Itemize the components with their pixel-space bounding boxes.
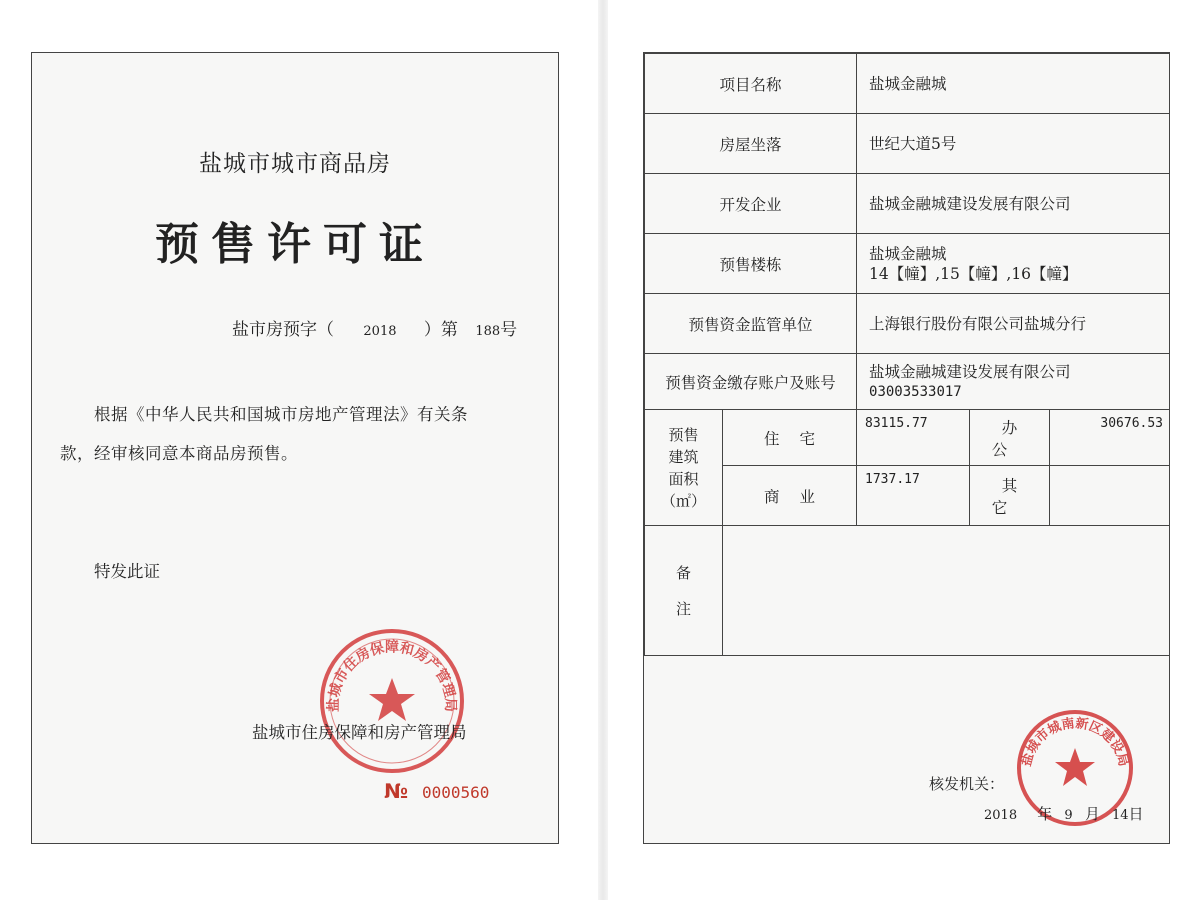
approval-authority-label: 核发机关： xyxy=(929,775,1005,793)
year-word: 年 xyxy=(1037,805,1053,823)
table-row xyxy=(645,174,1170,234)
svg-text:盐城市住房保障和房产管理局: 盐城市住房保障和房产管理局 xyxy=(325,639,459,713)
table-row xyxy=(645,526,1170,656)
table-row xyxy=(645,294,1170,354)
buildings-label: 预售楼栋 xyxy=(645,234,857,294)
project-name-label: 项目名称 xyxy=(645,54,857,114)
account-number: 03003533017 xyxy=(869,383,962,400)
certificate-detail-page xyxy=(643,52,1170,844)
serial-number: 0000560 xyxy=(422,783,490,802)
residential-value: 83115.77 xyxy=(857,410,970,466)
svg-text:盐城市城南新区建设局: 盐城市城南新区建设局 xyxy=(1019,716,1131,769)
issuing-authority: 盐城市住房保障和房产管理局 xyxy=(252,723,467,742)
account-holder: 盐城金融城建设发展有限公司 xyxy=(869,362,1071,381)
certificate-body-line-1: 根据《中华人民共和国城市房地产管理法》有关条 xyxy=(94,405,468,424)
remarks-value xyxy=(723,526,1170,656)
residential-label: 住宅 xyxy=(723,410,857,466)
supervisor-label: 预售资金监管单位 xyxy=(645,294,857,354)
developer-value: 盐城金融城建设发展有限公司 xyxy=(857,174,1170,234)
remarks-label: 备 注 xyxy=(645,526,723,656)
buildings-value-line-1: 盐城金融城 xyxy=(869,244,947,263)
account-value xyxy=(857,354,1170,410)
housing-bureau-seal xyxy=(317,626,467,776)
certificate-title: 预售许可证 xyxy=(155,219,435,270)
permit-number-prefix: 盐市房预字（ xyxy=(232,320,334,340)
buildings-value-line-2: 14【幢】,15【幢】,16【幢】 xyxy=(869,264,1078,283)
certificate-front-page xyxy=(31,52,559,844)
table-row xyxy=(645,234,1170,294)
certificate-body-line-2: 款，经审核同意本商品房预售。 xyxy=(60,444,298,463)
day-word: 日 xyxy=(1128,805,1144,823)
issue-date xyxy=(984,803,1144,824)
table-row xyxy=(645,466,1170,526)
book-spine xyxy=(598,0,608,900)
area-label: 预售 建筑 面积 （㎡） xyxy=(645,410,723,526)
other-label: 其它 xyxy=(970,466,1050,526)
issue-month: 9 xyxy=(1064,808,1073,823)
project-name-value: 盐城金融城 xyxy=(857,54,1170,114)
permit-serial: 188 xyxy=(475,324,501,339)
other-value xyxy=(1050,466,1170,526)
permit-year: 2018 xyxy=(363,324,397,339)
developer-label: 开发企业 xyxy=(645,174,857,234)
special-issue-text: 特发此证 xyxy=(94,562,160,581)
certificate-heading: 盐城市城市商品房 xyxy=(199,151,391,177)
location-value: 世纪大道5号 xyxy=(857,114,1170,174)
table-row xyxy=(645,54,1170,114)
office-value: 30676.53 xyxy=(1050,410,1170,466)
table-row xyxy=(645,114,1170,174)
permit-number xyxy=(232,315,517,340)
permit-number-middle: ）第 xyxy=(423,320,458,340)
commercial-value: 1737.17 xyxy=(857,466,970,526)
serial-no-symbol: № xyxy=(384,779,409,803)
table-row xyxy=(645,354,1170,410)
commercial-label: 商业 xyxy=(723,466,857,526)
buildings-value xyxy=(857,234,1170,294)
location-label: 房屋坐落 xyxy=(645,114,857,174)
issue-year: 2018 xyxy=(984,808,1018,823)
table-row xyxy=(645,410,1170,466)
account-label: 预售资金缴存账户及账号 xyxy=(645,354,857,410)
supervisor-value: 上海银行股份有限公司盐城分行 xyxy=(857,294,1170,354)
month-word: 月 xyxy=(1084,805,1100,823)
permit-number-suffix: 号 xyxy=(500,320,518,340)
issue-day: 14 xyxy=(1111,808,1129,823)
office-label: 办公 xyxy=(970,410,1050,466)
permit-details-table xyxy=(644,53,1170,656)
